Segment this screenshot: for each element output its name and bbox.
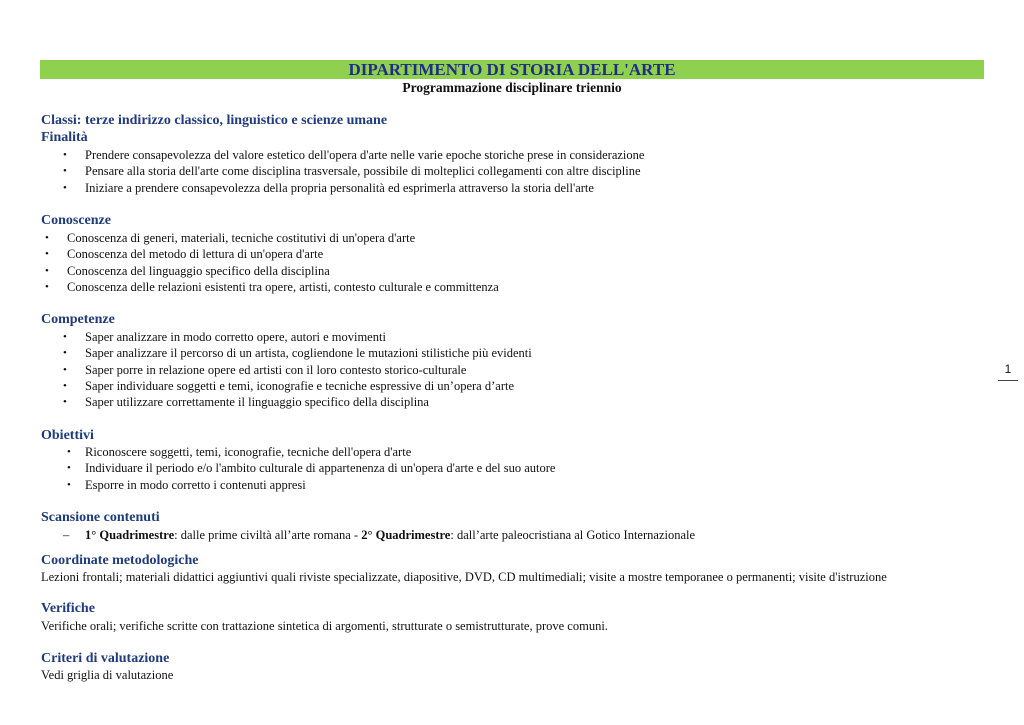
list-item: • Saper analizzare il percorso di un artista, cogliendone le mutazioni stilistiche più evidenti	[63, 346, 532, 361]
list-item: • Esporre in modo corretto i contenuti appresi	[67, 477, 306, 492]
bullet-icon: •	[67, 446, 71, 458]
competenze-heading: Competenze	[41, 312, 115, 327]
bullet-icon: •	[45, 264, 49, 277]
list-item: • Conoscenza delle relazioni esistenti tra opere, artisti, contesto culturale e committenza	[45, 279, 499, 294]
bullet-icon: •	[63, 396, 67, 409]
document-subtitle: Programmazione disciplinare triennio	[402, 80, 622, 95]
bullet-icon: •	[67, 462, 71, 475]
obiettivi-heading: Obiettivi	[41, 428, 94, 443]
q2-label: 2° Quadrimestre	[361, 528, 451, 542]
list-item: • Conoscenza di generi, materiali, tecniche costitutivi di un'opera d'arte	[45, 231, 416, 245]
list-item: • Pensare alla storia dell'arte come disciplina trasversale, possibile di molteplici collegamenti con altre discipline	[63, 164, 641, 179]
bullet-icon: •	[63, 149, 67, 161]
list-item: • Saper porre in relazione opere ed artisti con il loro contesto storico-culturale	[63, 362, 467, 377]
conoscenze-heading: Conoscenze	[41, 213, 111, 228]
bullet-icon: •	[63, 379, 67, 392]
competenze-list	[63, 329, 532, 410]
list-item: • Individuare il periodo e/o l'ambito culturale di appartenenza di un'opera d'arte e del suo autore	[67, 461, 556, 476]
list-item: • Prendere consapevolezza del valore estetico dell'opera d'arte nelle varie epoche storiche prese in considerazione	[63, 148, 645, 162]
list-item: • Saper analizzare in modo corretto opere, autori e movimenti	[63, 330, 386, 344]
bullet-icon: •	[45, 280, 49, 293]
coordinate-heading: Coordinate metodologiche	[41, 553, 199, 568]
scansione-line	[63, 527, 695, 543]
bullet-icon: •	[63, 363, 67, 376]
criteri-heading: Criteri di valutazione	[41, 651, 170, 666]
verifiche-text: Verifiche orali; verifiche scritte con trattazione sintetica di argomenti, strutturate o semistrutturate, prove comuni.	[41, 619, 608, 633]
q2-text: : dall’arte paleocristiana al Gotico Internazionale	[450, 528, 696, 542]
finalita-heading: Finalità	[41, 130, 88, 145]
criteri-text: Vedi griglia di valutazione	[41, 668, 174, 682]
list-item: • Iniziare a prendere consapevolezza della propria personalità ed esprimerla attraverso la storia dell'arte	[63, 180, 594, 195]
department-title: DIPARTIMENTO DI STORIA DELL'ARTE	[40, 60, 984, 79]
conoscenze-list	[45, 230, 499, 295]
list-item: • Conoscenza del linguaggio specifico della disciplina	[45, 263, 330, 278]
q1-text: : dalle prime civiltà all’arte romana -	[174, 528, 362, 542]
bullet-icon: •	[63, 347, 67, 360]
bullet-icon: •	[63, 165, 67, 178]
page-number: 1	[998, 362, 1018, 381]
bullet-icon: •	[45, 248, 49, 261]
q1-label: 1° Quadrimestre	[85, 528, 175, 542]
verifiche-heading: Verifiche	[41, 601, 95, 616]
bullet-icon: •	[63, 181, 67, 194]
bullet-icon: •	[45, 232, 49, 244]
coordinate-text: Lezioni frontali; materiali didattici aggiuntivi quali riviste specializzate, diapositive, DVD, CD multimediali; visite a mostre temporanee o permanenti; visite d'istruzione	[41, 570, 887, 584]
list-item: • Conoscenza del metodo di lettura di un'opera d'arte	[45, 247, 324, 262]
list-item: • Saper utilizzare correttamente il linguaggio specifico della disciplina	[63, 395, 429, 410]
bullet-icon: •	[63, 331, 67, 343]
bullet-icon: •	[67, 478, 71, 491]
dash-marker: –	[63, 528, 70, 542]
list-item: • Riconoscere soggetti, temi, iconografie, tecniche dell'opera d'arte	[67, 445, 412, 459]
obiettivi-list	[67, 444, 556, 493]
classi-heading: Classi: terze indirizzo classico, linguistico e scienze umane	[41, 113, 388, 128]
list-item: • Saper individuare soggetti e temi, iconografie e tecniche espressive di un’opera d’arte	[63, 378, 514, 393]
finalita-list	[63, 147, 645, 196]
scansione-heading: Scansione contenuti	[41, 510, 160, 525]
